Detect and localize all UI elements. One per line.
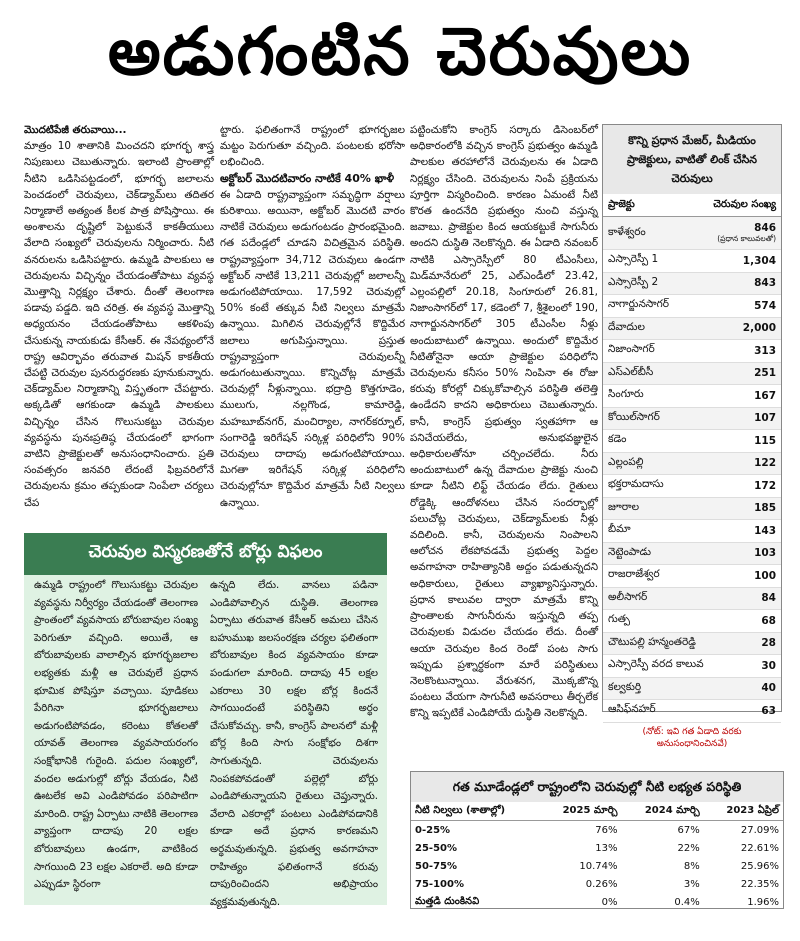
water-percentage: 8% <box>683 860 700 872</box>
project-tank-count: 107 <box>754 412 776 425</box>
project-name: నెట్టెంపాడు <box>608 545 652 558</box>
project-row <box>603 633 781 656</box>
water-percentage: 0.26% <box>585 878 618 890</box>
project-tank-count: 313 <box>754 344 776 357</box>
project-name: జూరాల <box>608 500 640 513</box>
project-name: గుత్ప <box>608 613 630 626</box>
water-percentage: 25.96% <box>740 860 779 872</box>
project-tank-count: 251 <box>754 367 776 380</box>
project-name: ఎస్సారెస్పీ 2 <box>608 275 659 288</box>
water-table-row <box>411 821 783 840</box>
project-row <box>603 610 781 633</box>
project-tank-count: 84 <box>761 592 776 605</box>
article-text-1: మాత్రం 10 శాతానికి మించదని భూగర్భ శాస్త్ర నిపుణులు చెబుతున్నారు. ఇలాంటి ప్రాంతాల్లో నీటిని ఒడిసిపట్టడంలో, భూగర్భ జలాలను పెంచడంలో చెరువులు, చెక్‌డ్యామ్‌లు తదితర నిర్మాణాలే అత్యంత కీలక పాత్ర పోషిస్తాయి. ఈ అంశాలను దృష్టిలో పెట్టుకునే కాకతీయులు వేలాది సంఖ్యలో చెరువులను నిర్మించారు. నీటి వనరులను ఒడిసిపట్టారు. ఉమ్మడి పాలకులు ఆ చెరువులను విచ్ఛిన్నం చేయడంతోపాటు వ్యవస్థ మొత్తాన్ని నిర్లక్ష్యం చేశారు. దీంతో తెలంగాణ పడావు పడ్డది. ఇది చరిత్ర. ఈ వ్యవస్థ మొత్తాన్ని అధ్యయనం చేయడంతోపాటు ఆకళింపు చేసుకున్న నాయకుడు కేసీఆర్. ఈ నేపథ్యంలోనే రాష్ట్ర ఆవిర్భావం తరువాత మిషన్ కాకతీయ చేపట్టి చెరువుల పునరుద్ధరణకు పూనుకున్నారు. చెక్‌డ్యామ్‌ల నిర్మాణాన్ని విస్తృతంగా చేపట్టారు. అక్కడితో ఆగకుండా ఉమ్మడి పాలకులు విచ్ఛిన్నం చేసిన గొలుసుకట్టు చెరువుల వ్యవస్థను పునఃప్రతిష్ఠ చేయడంలో భాగంగా వాటిని ప్రాజెక్టులతో అనుసంధానించారు. ప్రతి సంవత్సరం జనవరి లేదంటే ఫిబ్రవరిలోనే చెరువులను క్రమం తప్పకుండా నింపేలా చర్యలు చేప <box>24 140 214 509</box>
project-name: నిజాంసాగర్ <box>608 343 655 356</box>
project-name: రాజరాజేశ్వర <box>608 568 660 581</box>
water-percentage: 10.74% <box>579 860 618 872</box>
project-tank-count: 185 <box>754 502 776 515</box>
projects-table-body <box>603 217 781 723</box>
project-row <box>603 250 781 273</box>
project-row <box>603 520 781 543</box>
water-table-row <box>411 839 783 857</box>
project-tank-count: 574 <box>754 299 776 312</box>
water-table-header-cell: 2023 ఏప్రిల్ <box>704 802 783 821</box>
project-row <box>603 363 781 386</box>
water-table-header <box>411 802 783 821</box>
water-table-row <box>411 893 783 911</box>
water-percentage: 27.09% <box>740 824 779 836</box>
article-column-3 <box>410 122 598 762</box>
project-name: కడెం <box>608 433 627 446</box>
project-row <box>603 408 781 431</box>
water-table-row <box>411 857 783 875</box>
project-name: ఎల్లంపల్లి <box>608 455 644 468</box>
project-tank-count: 28 <box>761 637 776 650</box>
project-name: బీమా <box>608 523 631 536</box>
projects-note: (నోట్: ఇవి గత ఏడాది వరకు అనుసంధానించినవే) <box>642 726 742 749</box>
water-level-range: 50-75% <box>415 860 458 872</box>
project-name: సింగూరు <box>608 388 644 401</box>
article-column-2 <box>220 122 405 527</box>
project-tank-count: 122 <box>754 457 776 470</box>
project-tank-count: 40 <box>761 682 776 695</box>
water-table-header-cell: 2025 మార్చి <box>539 802 621 821</box>
subheading-october: అక్టోబర్ మొదటివారం నాటికే 40% ఖాళీ <box>220 171 395 185</box>
project-row <box>603 655 781 678</box>
water-table-row <box>411 875 783 893</box>
project-row <box>603 340 781 363</box>
article-text-3: పట్టించుకోని కాంగ్రెస్ సర్కారు డిసెంబర్‌లో అధికారంలోకి వచ్చిన కాంగ్రెస్ ప్రభుత్వం ఉమ్మడి పాలకుల తరహాలోనే చెరువులను ఈ ఏడాది నిర్లక్ష్యం చేసింది. చెరువులను నింపే ప్రక్రియను పూర్తిగా విస్మరించింది. కారణం ఏమంటే నీటి కొరత ఉందనేది ప్రభుత్వం నుంచి వస్తున్న జవాబు. ప్రాజెక్టుల కింద ఆయకట్టుకే సాగునీరు అందని దుస్థితి నెలకొన్నది. ఈ ఏడాది నవంబర్ నాటికి ఎస్సారెస్పీలో 80 టీఎంసీలు, మిడ్‌మానేరులో 25, ఎల్‌ఎండీలో 23.42, ఎల్లంపల్లిలో 20.18, సింగూరులో 26.81, నిజాంసాగర్‌లో 17, కడెంలో 7, శ్రీశైలంలో 190, నాగార్జునసాగర్‌లో 305 టీఎంసీల నీళ్లు అందుబాటులో ఉన్నాయి. అందులో కొద్దిమేర నీటితోనైనా ఆయా ప్రాజెక్టుల పరిధిలోని చెరువులను కనీసం 50% నింపినా ఈ రోజు కరువు కోరల్లో చిక్కుకోవాల్సిన పరిస్థితి తలెత్తి ఉండేదని కాదని అధికారులు చెబుతున్నారు. కానీ, కాంగ్రెస్ ప్రభుత్వం స్వతహాగా ఆ పనిచేయలేదు, అనుభవజ్ఞులైన అధికారులతోనూ చర్చించలేదు. నీరు అందుబాటులో ఉన్న దేవాదుల ప్రాజెక్టు నుంచి కూడా నీటిని లిఫ్ట్ చేయడం లేదు. రైతులు రోడ్డెక్కి ఆందోళనలు చేసిన సందర్భాల్లో పలుచోట్ల చెరువులు, చెక్‌డ్యామ్‌లకు నీళ్లు వదిలింది. కానీ, చెరువులను నింపాలని ఆలోచన లేకపోవడమే ప్రభుత్వ పెద్దల అవగాహనా రాహిత్యానికి అద్దం పడుతున్నదని అధికారులు, రైతులు వ్యాఖ్యానిస్తున్నారు. ప్రధాన కాలువల ద్వారా మాత్రమే కొన్ని ప్రాంతాలకు సాగునీరును ఇస్తున్నది తప్ప చెరువులకు విడుదల చేయడం లేదు. దీంతో ఆయా చెరువుల కింద రెండో పంట సాగు ఇప్పుడు ప్రశ్నార్థకంగా మారే పరిస్థితులు నెలకొంటున్నాయి. వేరుశనగ, మొక్కజొన్న పంటలు వేయగా సాగునీటి అవసరాలు తీర్చలేక కొన్ని ఇప్పటికే ఎండిపోయే దుస్థితి నెలకొన్నది. <box>410 124 598 720</box>
water-table <box>411 802 783 911</box>
project-name: కోయిల్‌సాగర్ <box>608 410 660 423</box>
continuation-strap: మొదటిపేజీ తరువాయి... <box>24 124 127 136</box>
water-percentage: 22.35% <box>740 878 779 890</box>
project-name: కల్వకుర్తి <box>608 680 642 693</box>
projects-table <box>602 124 782 749</box>
project-name: ఎస్‌ఎల్‌బీసీ <box>608 365 654 378</box>
project-tank-count: 68 <box>761 614 776 627</box>
col-count-header: చెరువుల సంఖ్య <box>713 199 776 210</box>
projects-table-title: కొన్ని ప్రధాన మేజర్, మీడియం ప్రాజెక్టులు, వాటితో లింక్ చేసిన చెరువులు <box>603 125 781 194</box>
water-level-range: 75-100% <box>415 878 464 890</box>
project-name: ఎస్సారెస్పీ 1 <box>608 253 659 266</box>
project-tank-count: 843 <box>754 277 776 290</box>
project-row <box>603 700 781 723</box>
project-row <box>603 273 781 296</box>
project-row <box>603 385 781 408</box>
project-tank-count: 103 <box>754 547 776 560</box>
project-row <box>603 498 781 521</box>
water-percentage: 67% <box>677 824 700 836</box>
borewell-text-left: ఉమ్మడి రాష్ట్రంలో గొలుసుకట్టు చెరువుల వ్యవస్థను నిర్వీర్యం చేయడంతో తెలంగాణ ప్రాంతంలో వ్యవసాయ బోరుబావుల సంఖ్య పెరిగుతూ వచ్చింది. అయితే, ఆ బోరుబావులకు వాలాల్సిన భూగర్భజలాల లభ్యతకు మళ్లీ ఆ చెరువులే ప్రధాన భూమిక పోషిస్తూ వచ్చాయి. పూడికలు పేరిగినా భూగర్భజలాలు అడుగంటిపోవడం, కరెంటు కోతలతో యావత్ తెలంగాణ వ్యవసాయరంగం సంక్షోభానికి గురైంది. పదుల సంఖ్యలో, వందల అడుగుల్లో బోర్లు వేయడం, నీటి ఊటలేక అవి ఎండిపోవడం పరిపాటిగా మారింది. రాష్ట్ర ఏర్పాటు నాటికి తెలంగాణ వ్యాప్తంగా దాదాపు 20 లక్షల బోరుబావులు ఉండగా, వాటికింద సాగయింది 23 లక్షల ఎకరాలే. అది కూడా ఎప్పుడూ స్థిరంగా <box>34 580 198 891</box>
borewell-sidebar <box>24 533 387 908</box>
col-project-header: ప్రాజెక్టు <box>608 199 635 210</box>
water-percentage: 0% <box>601 896 618 908</box>
borewell-text-right: ఉన్నది లేదు. వానలు పడినా ఎండిపోవాల్సిన దుస్థితి. తెలంగాణ ఏర్పాటు తరువాత కేసీఆర్ అమలు చేసిన బహుముఖ జలసంరక్షణ చర్యల ఫలితంగా బోరుబావుల కింద వ్యవసాయం కూడా పండుగలా మారింది. దాదాపు 45 లక్షల ఎకరాలు 30 లక్షల బోర్ల కిందనే సాగయిందంటే పరిస్థితిని అర్థం చేసుకోవచ్చు. కానీ, కాంగ్రెస్ పాలనలో మళ్లీ బోర్ల కింది సాగు సంక్షోభం దిశగా సాగుతున్నది. చెరువులను నింపకపోవడంతో పల్లెల్లో బోర్లు ఎండిపోతున్నాయని రైతులు చెప్తున్నారు. వేలాది ఎకరాల్లో పంటలు ఎండిపోవడానికి కూడా అదే ప్రధాన కారణమని అర్థమవుతున్నది. ప్రభుత్వ అవగాహనా రాహిత్యం ఫలితంగానే కరువు దాపురించిందని అభిప్రాయం వ్యక్తమవుతున్నది. <box>210 580 378 908</box>
project-count-note: (ప్రధాన కాలువలతో) <box>717 233 776 243</box>
project-tank-count: 846 <box>754 221 776 234</box>
water-table-title: గత మూడేండ్లలో రాష్ట్రంలోని చెరువుల్లో నీటి లభ్యత పరిస్థితి <box>411 772 783 802</box>
project-row <box>603 430 781 453</box>
article-text-2b: ఈ ఏడాది రాష్ట్రవ్యాప్తంగా సమృద్ధిగా వర్షాలు కురిశాయి. అయినా, అక్టోబర్ మొదటి వారం నాటికే చెరువులు అడుగంటడం ప్రారంభమైంది. గత పదేండ్లలో చూడని విచిత్రమైన పరిస్థితి. రాష్ట్రవ్యాప్తంగా 34,712 చెరువులు ఉండగా అక్టోబర్ నాటికే 13,211 చెరువుల్లో జలాలన్నీ అడుగంటిపోయాయి. 17,592 చెరువుల్లో 50% కంటే తక్కువ నీటి నిల్వలు మాత్రమే ఉన్నాయి. మిగిలిన చెరువుల్లోనే కొద్దిమేర జలాలు అగుపిస్తున్నాయి. ప్రస్తుత రాష్ట్రవ్యాప్తంగా చెరువులన్నీ అడుగంటుతున్నాయి. కొన్నిచోట్ల మాత్రమే చెరువుల్లో నీళ్లున్నాయి. భద్రాద్రి కొత్తగూడెం, ములుగు, నల్లగొండ, కామారెడ్డి, మహబూబ్‌నగర్, మంచిర్యాల, నాగర్‌కర్నూల్, సంగారెడ్డి ఇరిగేషన్ సర్కిళ్ల పరిధిలోని 90% చెరువులు దాదాపు అడుగంటిపోయాయి. మిగతా ఇరిగేషన్ సర్కిళ్ల పరిధిలోని చెరువుల్లోనూ కొద్దిమేర మాత్రమే నీటి నిల్వలు ఉన్నాయి. <box>220 188 405 509</box>
project-name: అలీసాగర్ <box>608 590 648 603</box>
water-level-range: 25-50% <box>415 842 458 854</box>
water-percentage: 0.4% <box>674 896 700 908</box>
water-percentage: 76% <box>595 824 618 836</box>
project-row <box>603 543 781 566</box>
water-percentage: 13% <box>595 842 618 854</box>
project-name: కాళేశ్వరం <box>608 225 646 238</box>
article-text-2a: ట్టారు. ఫలితంగానే రాష్ట్రంలో భూగర్భజల మట్టం పెరుగుతూ వచ్చింది. పంటలకు భరోసా లభించింది. <box>220 124 405 169</box>
water-percentage: 3% <box>683 878 700 890</box>
water-table-header-cell: నీటి నిల్వలు (శాతాల్లో) <box>411 802 539 821</box>
project-row <box>603 475 781 498</box>
project-row <box>603 217 781 250</box>
project-name: దేవాదుల <box>608 320 645 333</box>
project-row <box>603 678 781 701</box>
article-column-1 <box>24 122 214 527</box>
water-percentage: 22% <box>677 842 700 854</box>
borewell-sidebar-title: చెరువుల విస్మరణతోనే బోర్లు విఫలం <box>24 533 387 575</box>
project-name: చౌటుపల్లి హన్మంతరెడ్డి <box>608 635 696 648</box>
project-tank-count: 30 <box>761 659 776 672</box>
project-count-cell <box>696 222 776 245</box>
project-row <box>603 453 781 476</box>
headline: అడుగంటిన చెరువులు <box>107 12 693 90</box>
project-tank-count: 167 <box>754 389 776 402</box>
water-availability-table <box>410 771 784 909</box>
project-row <box>603 565 781 588</box>
project-tank-count: 100 <box>754 569 776 582</box>
project-tank-count: 2,000 <box>742 322 776 335</box>
project-name: ఆసిఫ్‌నహర్ <box>608 703 656 716</box>
project-name: నాగార్జునసాగర్ <box>608 298 669 311</box>
water-level-range: మత్తడి దుంకినవి <box>415 896 480 907</box>
water-table-body <box>411 821 783 912</box>
project-tank-count: 115 <box>754 434 776 447</box>
project-tank-count: 143 <box>754 524 776 537</box>
project-tank-count: 172 <box>754 479 776 492</box>
project-row <box>603 318 781 341</box>
projects-table-header <box>603 194 781 217</box>
water-percentage: 22.61% <box>740 842 779 854</box>
water-table-header-cell: 2024 మార్చి <box>622 802 704 821</box>
project-tank-count: 1,304 <box>742 254 776 267</box>
project-row <box>603 295 781 318</box>
project-name: భక్తరామదాసు <box>608 478 664 491</box>
project-tank-count: 63 <box>761 704 776 717</box>
project-name: ఎస్సారెస్పీ వరద కాలువ <box>608 658 704 671</box>
water-level-range: 0-25% <box>415 824 451 836</box>
project-row <box>603 588 781 611</box>
water-percentage: 1.96% <box>747 896 779 908</box>
